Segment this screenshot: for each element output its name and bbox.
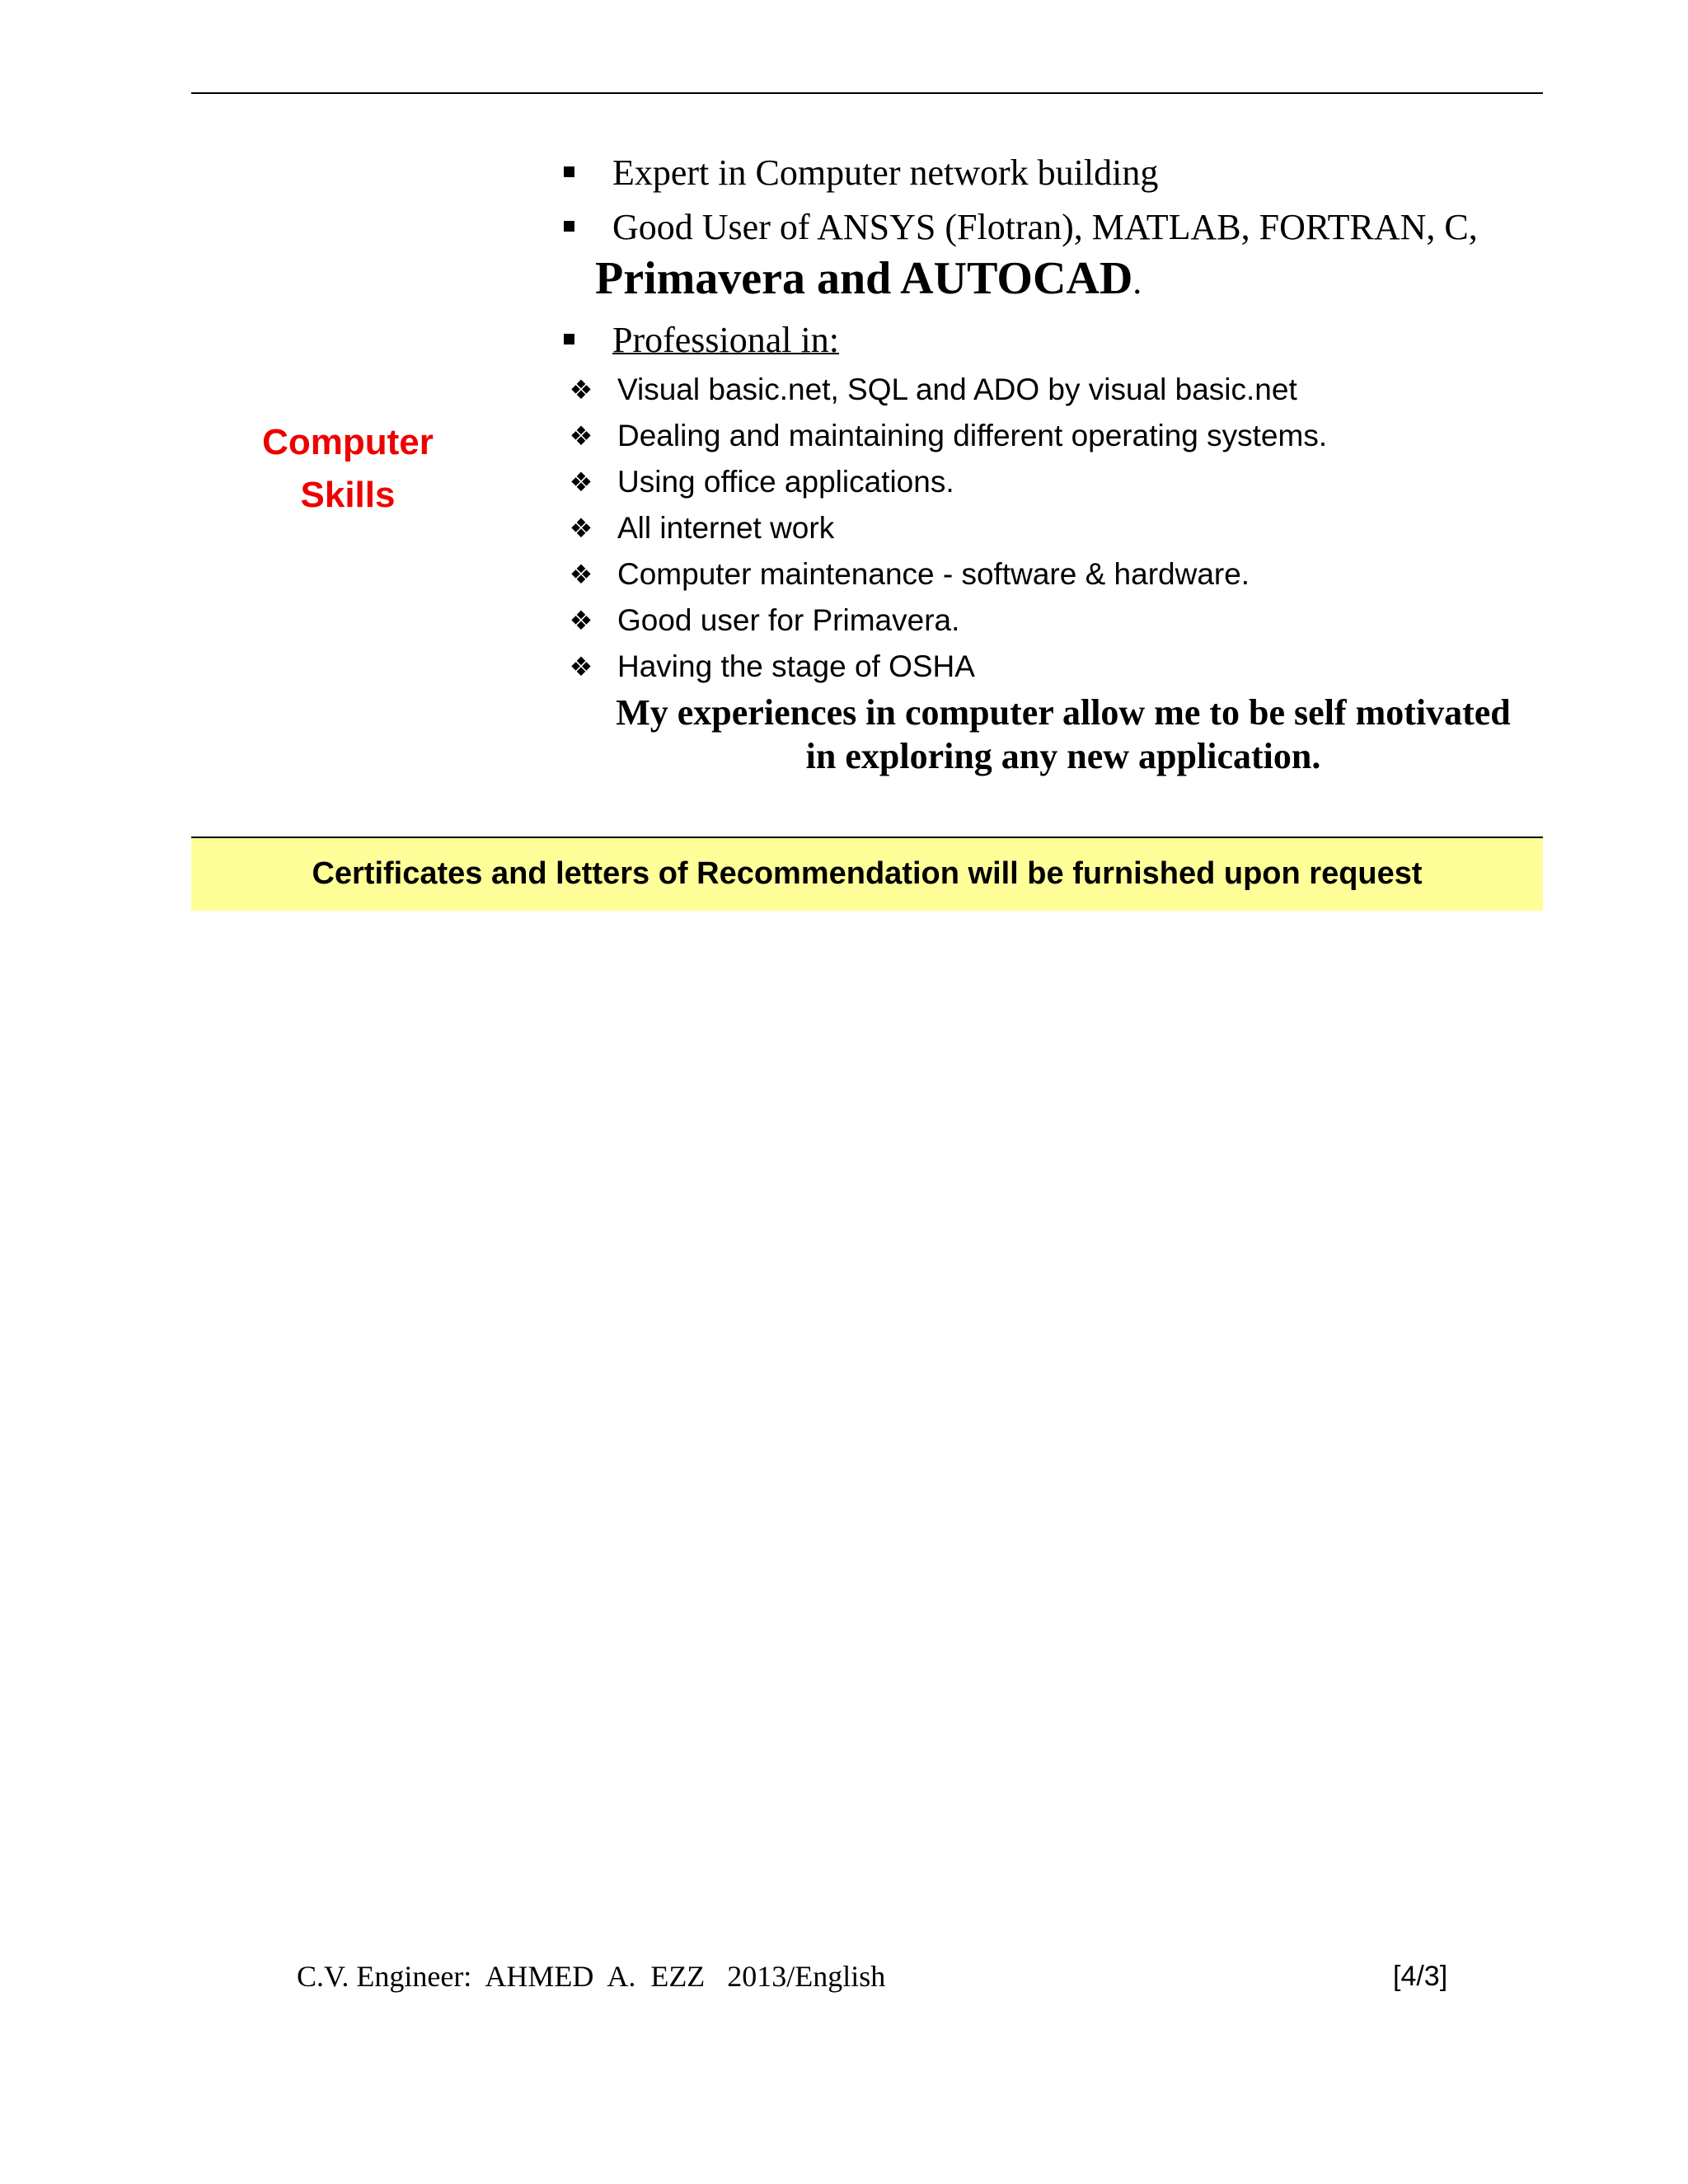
diamond-bullet-icon: ❖ xyxy=(569,560,593,589)
section-title-line1: Computer xyxy=(262,422,434,462)
top-rule xyxy=(191,92,1543,94)
software-continuation xyxy=(595,249,1142,312)
diamond-bullet-icon: ❖ xyxy=(569,375,593,405)
skill-item-text: Good User of ANSYS (Flotran), MATLAB, FORTRAN, C, xyxy=(612,207,1478,247)
software-continuation-text: Primavera and AUTOCAD xyxy=(595,253,1133,304)
skills-summary-line1: My experiences in computer allow me to be self motivated xyxy=(616,692,1511,733)
diamond-bullet-icon: ❖ xyxy=(569,652,593,682)
skills-summary-line2: in exploring any new application. xyxy=(805,736,1321,776)
diamond-bullet-icon: ❖ xyxy=(569,467,593,497)
square-bullet-icon xyxy=(564,166,574,177)
software-continuation-suffix: . xyxy=(1132,261,1142,302)
section-title xyxy=(232,416,463,522)
skills-summary xyxy=(577,691,1550,778)
recommendation-note: Certificates and letters of Recommendation will be furnished upon request xyxy=(191,837,1543,911)
square-bullet-icon xyxy=(564,334,574,344)
professional-heading-text: Professional in: xyxy=(612,320,839,360)
square-bullet-icon xyxy=(564,221,574,232)
page-number: [4/3] xyxy=(1393,1961,1448,1992)
footer-author: C.V. Engineer: AHMED A. EZZ 2013/English xyxy=(297,1960,886,1993)
diamond-bullet-icon: ❖ xyxy=(569,421,593,451)
section-title-line2: Skills xyxy=(300,475,396,515)
diamond-bullet-icon: ❖ xyxy=(569,513,593,543)
skill-item-text: Expert in Computer network building xyxy=(612,152,1159,193)
diamond-bullet-icon: ❖ xyxy=(569,606,593,635)
